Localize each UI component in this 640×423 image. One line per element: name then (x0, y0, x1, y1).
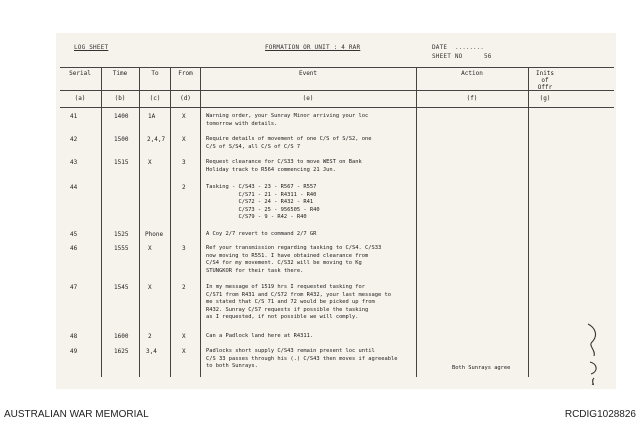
event-cell: Warning order, your Sunray Minor arriving your loc tomorrow with details. (206, 113, 369, 127)
table-top-rule (60, 67, 614, 68)
from-cell: 2 (182, 184, 186, 191)
serial-cell: 41 (70, 113, 78, 120)
sub-b: (b) (114, 95, 126, 102)
footer-record-id: RCDIG1028826 (564, 409, 636, 420)
time-cell: 1600 (114, 333, 129, 340)
to-cell: 1A (148, 113, 156, 120)
to-cell: X (148, 159, 152, 166)
date-label: DATE (432, 44, 448, 51)
formation-label: FORMATION OR UNIT : 4 RAR (265, 44, 361, 51)
serial-cell: 43 (70, 159, 78, 166)
col-header-inits-line: Inits (535, 70, 555, 77)
to-cell: 2,4,7 (147, 136, 166, 143)
time-cell: 1555 (114, 245, 129, 252)
sub-d: (d) (180, 95, 191, 102)
event-cell: Request clearance for C/S33 to move WEST on Bank Holiday track to R564 commencing 21 Jun. (206, 159, 362, 173)
serial-cell: 42 (70, 136, 78, 143)
time-cell: 1545 (114, 284, 129, 291)
col-header-time: Time (112, 70, 128, 77)
date-field: ........ (455, 44, 484, 51)
handwritten-initials (582, 318, 604, 388)
event-cell: Tasking - C/S43 - 23 - R567 - R557 C/S71 - 21 - R4311 - R40 C/S72 - 24 - R432 - R41 C/S73 - 25 - 956505 - R40 C/S79 - 9 - R42 - R40 (206, 184, 320, 220)
time-cell: 1500 (114, 136, 129, 143)
sub-a: (a) (74, 95, 86, 102)
event-cell: Can a Padlock land here at R4311. (206, 333, 314, 339)
event-cell: Padlocks short supply C/S43 remain present loc until C/S 33 passes through his (.) C/S43 then moves if agreeable to both Sunrays. (206, 348, 398, 369)
time-cell: 1400 (114, 113, 129, 120)
col-header-from: From (178, 70, 193, 77)
sub-c: (c) (149, 95, 161, 102)
column-rule (139, 67, 140, 377)
sub-g: (g) (539, 95, 551, 102)
from-cell: X (182, 136, 186, 143)
to-cell: 3,4 (146, 348, 157, 355)
from-cell: X (182, 333, 186, 340)
to-cell: X (148, 245, 152, 252)
time-cell: 1525 (114, 231, 129, 238)
event-cell: In my message of 1519 hrs I requested tasking for C/S71 from R431 and C/S72 from R432, your last message to me stated that C/S 71 and 72 would be picked up from R432. Sunray C/S7 requests if possible the tasking as I requested, if not possible we will comply. (206, 284, 391, 320)
footer-credit: AUSTRALIAN WAR MEMORIAL (4, 409, 149, 420)
time-cell: 1515 (114, 159, 129, 166)
time-cell: 1625 (114, 348, 129, 355)
from-cell: X (182, 113, 186, 120)
event-cell: Ref your transmission regarding tasking to C/S4. C/S33 now moving to R551. I have obtained clearance from C/S4 for my movement. C/S32 will be moving to Kg STUNGKOR for their task there. (206, 245, 382, 274)
col-header-inits-line: Offr (537, 84, 553, 91)
from-cell: 2 (182, 284, 186, 291)
column-rule (416, 67, 417, 377)
serial-cell: 44 (70, 184, 78, 191)
sheet-no-label: SHEET NO (432, 53, 463, 60)
column-rule (200, 67, 201, 377)
col-header-serial: Serial (69, 70, 91, 77)
from-cell: X (182, 348, 186, 355)
col-header-inits-line: of (541, 77, 549, 84)
from-cell: 3 (182, 159, 186, 166)
to-cell: X (148, 284, 152, 291)
sheet-no-value: 56 (484, 53, 492, 60)
serial-cell: 46 (70, 245, 78, 252)
sub-e: (e) (302, 95, 314, 102)
event-cell: Require details of movement of one C/S of S/S2, one C/S of S/S4, all C/S of C/S 7 (206, 136, 372, 150)
col-header-to: To (151, 70, 159, 77)
serial-cell: 45 (70, 231, 78, 238)
serial-cell: 47 (70, 284, 78, 291)
col-header-action: Action (461, 70, 483, 77)
col-header-inits (530, 70, 560, 91)
table-sub-rule (60, 107, 614, 108)
serial-cell: 48 (70, 333, 78, 340)
sub-f: (f) (466, 95, 478, 102)
column-rule (101, 67, 102, 377)
event-cell: A Coy 2/7 revert to command 2/7 GR (206, 231, 317, 237)
col-header-event: Event (298, 70, 318, 77)
column-rule (528, 67, 529, 377)
from-cell: 3 (182, 245, 186, 252)
to-cell: 2 (148, 333, 152, 340)
log-sheet-title: LOG SHEET (74, 44, 109, 51)
action-note: Both Sunrays agree (452, 365, 511, 371)
serial-cell: 49 (70, 348, 78, 355)
column-rule (170, 67, 171, 377)
to-cell: Phone (145, 231, 164, 238)
